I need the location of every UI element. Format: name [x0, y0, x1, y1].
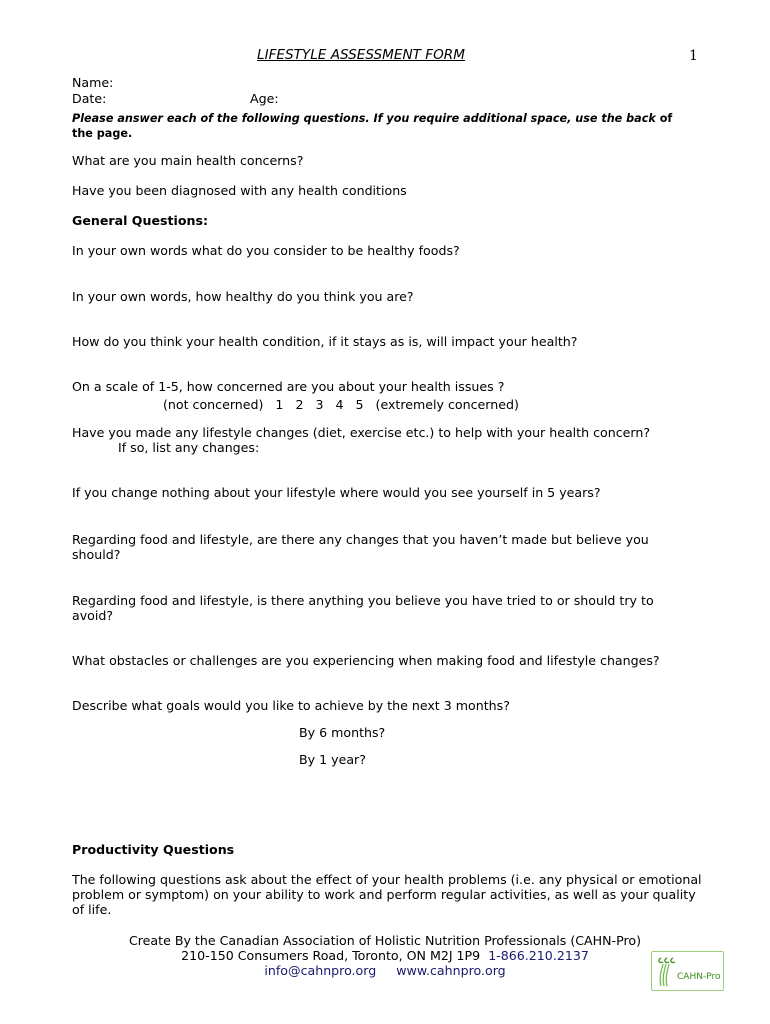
- age-label: Age:: [250, 91, 279, 106]
- footer-address: 210-150 Consumers Road, Toronto, ON M2J 1P9: [181, 948, 481, 963]
- concern-scale-options: (not concerned) 1 2 3 4 5 (extremely concerned): [163, 397, 519, 412]
- footer-website[interactable]: www.cahnpro.org: [396, 963, 506, 978]
- productivity-intro: The following questions ask about the effect of your health problems (i.e. any physical or emotional problem or symptom) on your ability to work and perform regular activities, as well as your quality of life.: [72, 872, 702, 917]
- question-impact: How do you think your health condition, if it stays as is, will impact your health?: [72, 334, 578, 349]
- section-heading-productivity: Productivity Questions: [72, 842, 235, 857]
- instructions-rest: of the page.: [72, 112, 673, 140]
- section-heading-general: General Questions:: [72, 213, 208, 228]
- question-avoid: Regarding food and lifestyle, is there anything you believe you have tried to or should try to avoid?: [72, 593, 654, 623]
- question-obstacles: What obstacles or challenges are you experiencing when making food and lifestyle changes?: [72, 653, 660, 668]
- question-changes-not-made: Regarding food and lifestyle, are there any changes that you haven’t made but believe you should?: [72, 532, 649, 562]
- cahn-pro-logo: [651, 951, 724, 991]
- question-goals-6-months: By 6 months?: [299, 725, 386, 740]
- page-title: LIFESTYLE ASSESSMENT FORM: [257, 47, 465, 63]
- footer-credit: Create By the Canadian Association of Holistic Nutrition Professionals (CAHN-Pro): [128, 933, 641, 948]
- question-five-years: If you change nothing about your lifestyle where would you see yourself in 5 years?: [72, 485, 601, 500]
- instructions: [72, 111, 692, 141]
- question-goals-3-months: Describe what goals would you like to achieve by the next 3 months?: [72, 698, 510, 713]
- question-diagnosed: Have you been diagnosed with any health conditions: [72, 183, 407, 198]
- date-label: Date:: [72, 91, 107, 106]
- question-goals-1-year: By 1 year?: [299, 752, 366, 767]
- leaf-swirl-icon: [655, 954, 685, 988]
- logo-text: CAHN-Pro: [677, 972, 721, 982]
- footer-phone: 1-866.210.2137: [488, 948, 589, 963]
- question-list-changes: If so, list any changes:: [118, 440, 260, 455]
- question-concern-scale: On a scale of 1-5, how concerned are you about your health issues ?: [72, 379, 505, 394]
- question-how-healthy: In your own words, how healthy do you think you are?: [72, 289, 414, 304]
- question-main-concerns: What are you main health concerns?: [72, 153, 304, 168]
- question-healthy-foods: In your own words what do you consider to be healthy foods?: [72, 243, 460, 258]
- question-lifestyle-changes: Have you made any lifestyle changes (diet, exercise etc.) to help with your health concern?: [72, 425, 651, 440]
- instructions-emphasis: Please answer each of the following questions. If you require additional space, use the back: [72, 112, 656, 125]
- page-number: 1: [689, 48, 698, 64]
- name-label: Name:: [72, 75, 114, 90]
- footer-email[interactable]: info@cahnpro.org: [264, 963, 377, 978]
